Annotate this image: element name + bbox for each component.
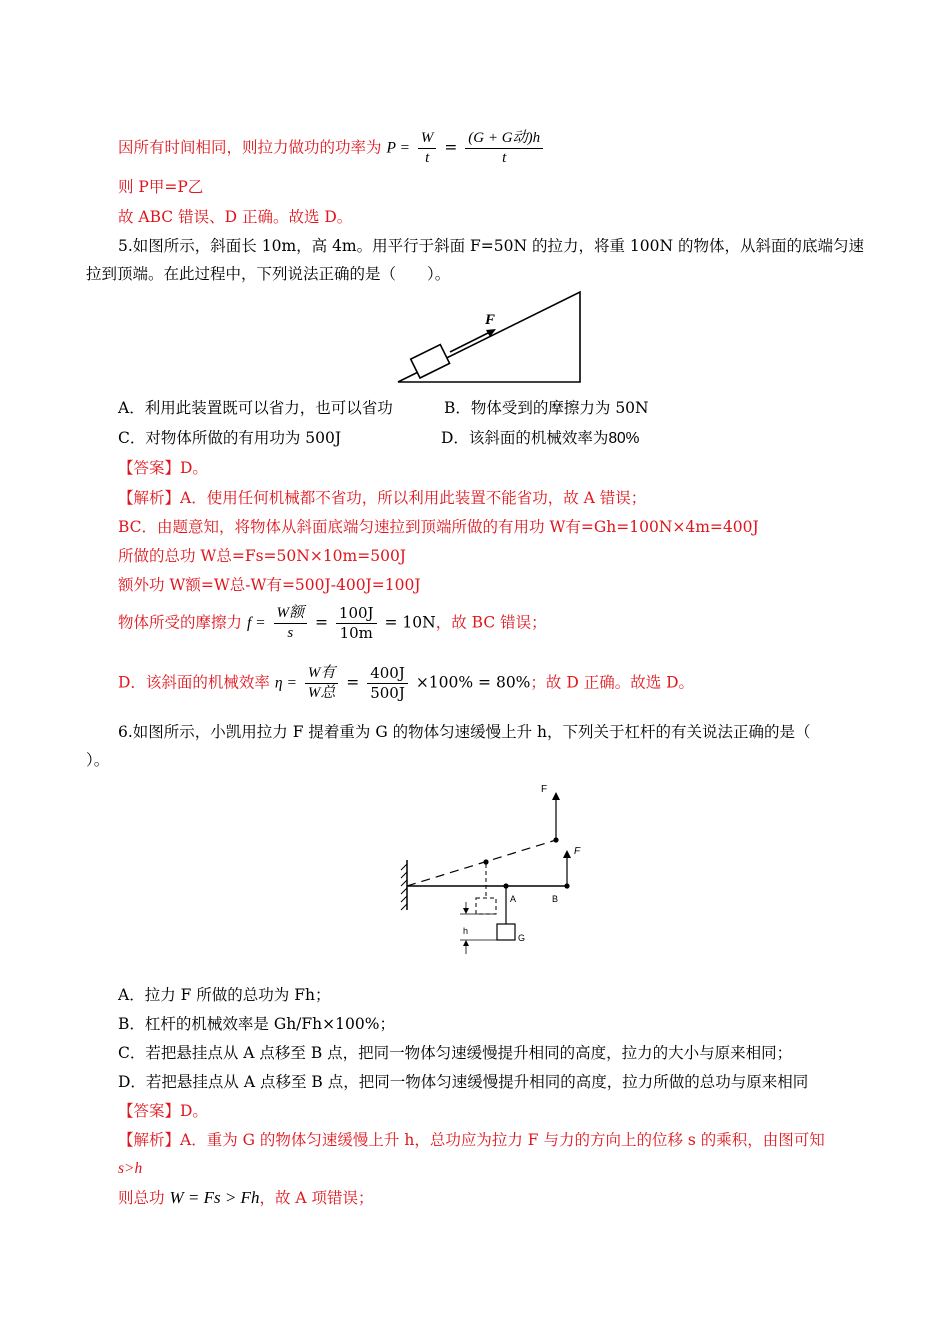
friction-suffix: ，故 BC 错误； xyxy=(435,613,547,632)
q6-total-work-line xyxy=(118,1187,374,1209)
q6-option-a: A．拉力 F 所做的总功为 Fh； xyxy=(118,986,331,1004)
q6-answer: 【答案】D。 xyxy=(118,1102,208,1120)
q6-analysis-a-line2: s>h xyxy=(118,1160,143,1177)
eff-f2-den: 500J xyxy=(370,684,405,702)
power-frac2-num: (G + G动)h xyxy=(465,129,543,149)
total-work-formula: W = Fs > Fh xyxy=(169,1188,260,1207)
friction-f1-den: s xyxy=(287,625,294,641)
q5-option-d-value: 80% xyxy=(608,430,640,447)
incline-force-arrow xyxy=(450,331,492,352)
q5-option-a: A．利用此装置既可以省力，也可以省功 xyxy=(118,399,393,417)
power-line-prefix: 因所有时间相同，则拉力做功的功率为 xyxy=(118,138,382,157)
eff-result: ×100% = 80% xyxy=(415,673,531,692)
eff-f1-den: W总 xyxy=(307,685,336,701)
incline-figure xyxy=(396,286,586,386)
eff-f1-num: W有 xyxy=(305,664,339,684)
q6-option-d: D．若把悬挂点从 A 点移至 B 点，把同一物体匀速缓慢提升相同的高度，拉力所做的总功与原来相同 xyxy=(118,1073,809,1091)
q5-option-d-prefix: D．该斜面的机械效率为 xyxy=(441,429,609,447)
q6-stem-line1: 6.如图所示，小凯用拉力 F 提着重为 G 的物体匀速缓慢上升 h，下列关于杠杆的有关说法正确的是（ xyxy=(118,723,811,741)
prev-conclusion: 故 ABC 错误、D 正确。故选 D。 xyxy=(118,208,353,226)
friction-f1-num: W额 xyxy=(274,604,308,624)
friction-f2-num: 100J xyxy=(336,604,377,624)
q6-analysis-a-line1: 【解析】A．重为 G 的物体匀速缓慢上升 h，总功应为拉力 F 与力的方向上的位移 s 的乘积，由图可知 xyxy=(118,1131,825,1149)
q5-option-c: C．对物体所做的有用功为 500J xyxy=(118,429,342,447)
total-work-prefix: 则总功 xyxy=(118,1189,165,1207)
eff-lhs: η = xyxy=(274,674,297,692)
q5-friction-line: 物体所受的摩擦力 f = $\frac{\text{W额}}{s}$ = $\frac{100J}{10m}$ = 10N，故 BC 错误； xyxy=(118,604,547,642)
q6-option-b: B．杠杆的机械效率是 Gh/Fh×100%； xyxy=(118,1015,395,1033)
q5-stem-line1: 5.如图所示，斜面长 10m，高 4m。用平行于斜面 F=50N 的拉力，将重 100N 的物体，从斜面的底端匀速 xyxy=(118,237,865,255)
eff-f2-num: 400J xyxy=(367,664,408,684)
eff-frac-1 xyxy=(305,664,339,703)
q5-answer: 【答案】D。 xyxy=(118,459,208,477)
lever-raised-dashed xyxy=(407,840,556,886)
power-frac2-den: t xyxy=(502,150,507,166)
q5-stem-line2: 拉到顶端。在此过程中，下列说法正确的是（ ）。 xyxy=(86,265,451,283)
incline-f-label: F xyxy=(485,312,496,328)
lever-wall-hatch xyxy=(401,864,407,910)
power-frac1-num: W xyxy=(418,129,437,149)
lever-raised-hook-dot xyxy=(483,859,488,864)
eff-suffix: ；故 D 正确。故选 D。 xyxy=(530,673,695,692)
q6-stem-line2: ）。 xyxy=(86,751,110,769)
friction-result: = 10N xyxy=(384,613,436,632)
lever-figure xyxy=(400,778,590,958)
eff-prefix: D．该斜面的机械效率 xyxy=(118,673,270,692)
lever-g-label: G xyxy=(518,933,526,943)
lever-f-top-label: F xyxy=(541,784,548,795)
q5-analysis-extra: 额外功 W额=W总-W有=500J-400J=100J xyxy=(118,576,421,594)
lever-f-right-label: F xyxy=(574,846,581,857)
lever-a-label: A xyxy=(510,894,517,904)
friction-prefix: 物体所受的摩擦力 xyxy=(118,613,243,632)
friction-frac-2 xyxy=(336,604,377,643)
q5-efficiency-line: D．该斜面的机械效率 η = $\frac{\text{W有}}{\text{W总}}$ = $\frac{400J}{500J}$ ×100% = 80%；故 D 正确。故选 D。 xyxy=(118,664,695,702)
total-work-suffix: ，故 A 项错误； xyxy=(259,1189,374,1207)
power-frac-2 xyxy=(465,129,543,168)
q6-option-c: C．若把悬挂点从 A 点移至 B 点，把同一物体匀速缓慢提升相同的高度，拉力的大小与原来相同； xyxy=(118,1044,793,1062)
lever-h-arrow-top-head xyxy=(463,908,469,914)
q5-analysis-a: 【解析】A．使用任何机械都不省功，所以利用此装置不能省功，故 A 错误； xyxy=(118,489,647,507)
lever-h-arrow-bottom-head xyxy=(463,940,469,946)
power-formula-lhs: P = xyxy=(386,139,410,157)
friction-lhs: f = xyxy=(246,614,266,632)
equal-power-line: 则 P甲=P乙 xyxy=(118,178,204,196)
q5-option-d xyxy=(441,427,639,450)
eff-frac-2 xyxy=(367,664,408,703)
power-frac1-den: t xyxy=(425,150,430,166)
power-frac-1 xyxy=(418,129,437,168)
lever-h-label: h xyxy=(463,926,469,936)
q5-analysis-bc: BC．由题意知，将物体从斜面底端匀速拉到顶端所做的有用功 W有=Gh=100N×4m=400J xyxy=(118,518,759,536)
q5-option-b: B．物体受到的摩擦力为 50N xyxy=(444,399,649,417)
friction-frac-1 xyxy=(274,604,308,643)
lever-b-label: B xyxy=(552,894,559,904)
friction-f2-den: 10m xyxy=(339,624,373,642)
lever-force-right-head xyxy=(563,850,571,858)
lever-old-weight xyxy=(476,898,496,914)
power-line: 因所有时间相同，则拉力做功的功率为 P = $\frac{W}{t}$ = $\frac{\text{(G + G动)h}}{t}$ xyxy=(118,129,546,168)
q5-analysis-total: 所做的总功 W总=Fs=50N×10m=500J xyxy=(118,547,407,565)
lever-end-dot xyxy=(564,883,569,888)
lever-force-top-head xyxy=(552,792,560,800)
lever-weight xyxy=(497,924,515,940)
